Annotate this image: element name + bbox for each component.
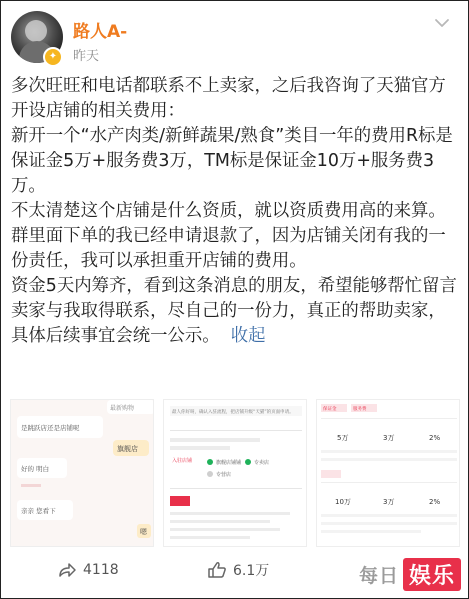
post-paragraph-text: 资金5天内筹齐，看到这条消息的朋友，希望能够帮忙留言卖家与我取得联系，尽自己的一份力，真正的帮助卖家，具体后续事宜会统一公示。 [11,276,457,346]
repost-button[interactable] [57,556,119,584]
chat-line-text: 亲亲 您看下 [21,507,56,515]
repost-count: 4118 [83,562,119,578]
form-option-text: 旗舰店铺铺 [216,460,242,466]
post-paragraph: 新开一个“水产肉类/新鲜蔬果/熟食”类目一年的费用R标是保证金5万+服务费3万，TM标是保证金10万+服务费3万。 [11,126,453,196]
post-text [11,74,463,349]
form-option-text: 入驻店铺 [172,458,193,464]
fee-value: 3万 [383,434,395,442]
username[interactable]: 路人A- [73,22,128,42]
post-paragraph: 多次旺旺和电话都联系不上卖家，之后我咨询了天猫官方开设店铺的相关费用： [11,76,446,121]
verified-badge-icon: ✦ [43,47,63,67]
watermark-text: 每日 [358,564,399,587]
fee-value: 5万 [337,434,349,442]
repost-icon [57,561,77,579]
screenshot-form[interactable] [163,399,307,547]
fee-value: 2% [429,434,441,442]
chat-line-text: 好的 明白 [21,465,50,473]
like-icon [207,561,227,579]
screenshot-chat[interactable] [10,399,154,547]
watermark-badge: 娱乐 [403,558,461,591]
post-paragraph-last [11,274,463,349]
collapse-link[interactable]: 收起 [230,326,266,346]
chat-line-text: 是跳跃店还是店铺呢 [21,424,80,432]
screenshot-fees[interactable] [316,399,460,547]
form-option-text: 专营店 [216,472,232,478]
form-option-text: 专卖店 [254,460,270,466]
like-count: 6.1万 [233,563,270,579]
fee-tab-text: 保证金 [323,407,337,412]
fee-value: 3万 [383,498,395,506]
fee-value: 2% [429,498,441,506]
post-paragraph: 不太清楚这个店铺是什么资质，就以资质费用高的来算。 [11,201,446,221]
post-header [11,11,451,67]
like-button[interactable] [207,556,269,584]
avatar-face [25,20,47,42]
more-options-icon[interactable] [429,13,455,33]
chat-bubble-text: 旗舰店 [117,445,138,453]
watermark-logo [331,556,461,592]
post-time: 昨天 [73,49,100,64]
post-actions [1,556,469,596]
form-intro-text: 最人你好呀，确认入驻流程，把店铺升级“天猫”的页面申请。 [172,410,294,415]
chat-bubble-text: 最新购物 [110,405,135,412]
fee-value: 10万 [335,498,351,506]
chat-bubble-text: 嗯 [140,528,147,536]
fee-tab-text: 服务费 [353,407,367,412]
post-paragraph: 群里面下单的我已经申请退款了，因为店铺关闭有我的一份责任，我可以承担重开店铺的费用。 [11,226,446,271]
image-grid [10,399,460,547]
